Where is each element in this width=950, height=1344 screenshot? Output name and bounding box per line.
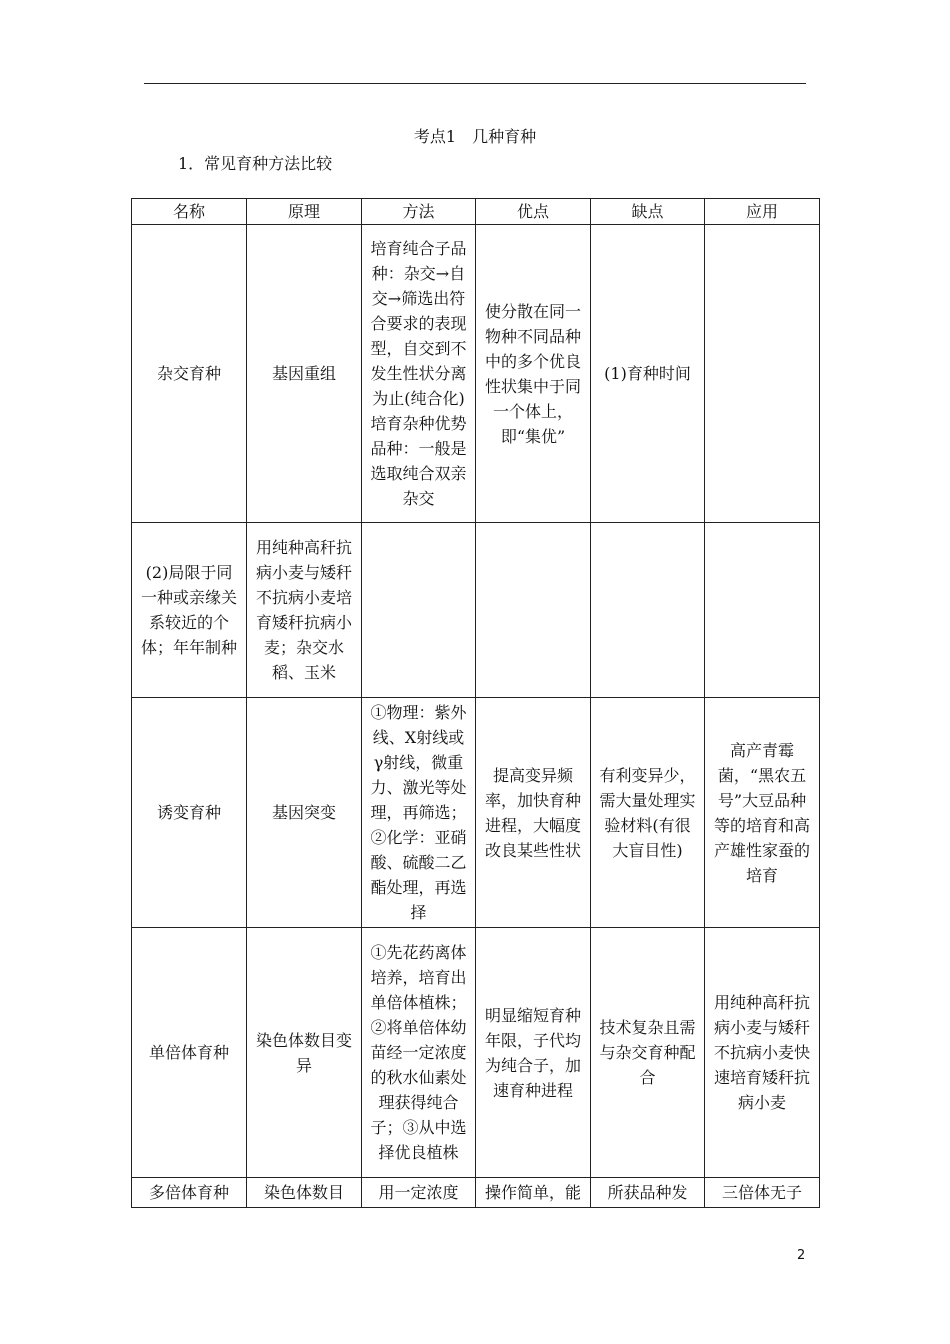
cell-method: [362, 523, 476, 698]
breeding-comparison-table: [131, 198, 820, 1208]
table-header-row: [132, 199, 820, 225]
cell-advantage: 明显缩短育种年限，子代均为纯合子，加速育种进程: [476, 928, 591, 1178]
table-row: [132, 523, 820, 698]
page-number: 2: [797, 1248, 806, 1263]
cell-application: 用纯种高秆抗病小麦与矮秆不抗病小麦快速培育矮秆抗病小麦: [705, 928, 820, 1178]
section-title: 考点1 几种育种: [413, 127, 537, 146]
header-cell-advantage: 优点: [476, 199, 591, 225]
cell-name: 多倍体育种: [132, 1178, 247, 1208]
header-cell-disadvantage: 缺点: [591, 199, 705, 225]
cell-principle: 用纯种高秆抗病小麦与矮秆不抗病小麦培育矮秆抗病小麦；杂交水稻、玉米: [247, 523, 362, 698]
cell-advantage: 操作简单，能: [476, 1178, 591, 1208]
cell-method: 培育纯合子品种：杂交→自交→筛选出符合要求的表现型，自交到不发生性状分离为止(纯合化) 培育杂种优势品种：一般是选取纯合双亲杂交: [362, 225, 476, 523]
cell-disadvantage: [591, 523, 705, 698]
cell-principle: 染色体数目变异: [247, 928, 362, 1178]
cell-principle: 基因重组: [247, 225, 362, 523]
table-row: [132, 225, 820, 523]
cell-advantage: 使分散在同一物种不同品种中的多个优良性状集中于同一个体上，即“集优”: [476, 225, 591, 523]
cell-name: 单倍体育种: [132, 928, 247, 1178]
cell-disadvantage: 所获品种发: [591, 1178, 705, 1208]
table-row: [132, 928, 820, 1178]
cell-disadvantage: 有利变异少，需大量处理实验材料(有很大盲目性): [591, 698, 705, 928]
cell-application: 三倍体无子: [705, 1178, 820, 1208]
cell-application: 高产青霉菌，“黑农五号”大豆品种等的培育和高产雄性家蚕的培育: [705, 698, 820, 928]
cell-application: [705, 523, 820, 698]
header-rule: [144, 83, 806, 84]
table-row: [132, 1178, 820, 1208]
cell-name: 杂交育种: [132, 225, 247, 523]
cell-name: 诱变育种: [132, 698, 247, 928]
cell-name: (2)局限于同一种或亲缘关系较近的个体；年年制种: [132, 523, 247, 698]
header-cell-principle: 原理: [247, 199, 362, 225]
header-cell-method: 方法: [362, 199, 476, 225]
cell-method: 用一定浓度: [362, 1178, 476, 1208]
cell-principle: 染色体数目: [247, 1178, 362, 1208]
cell-method: ①先花药离体培养，培育出单倍体植株；②将单倍体幼苗经一定浓度的秋水仙素处理获得纯合子；③从中选择优良植株: [362, 928, 476, 1178]
cell-advantage: [476, 523, 591, 698]
cell-disadvantage: (1)育种时间: [591, 225, 705, 523]
cell-disadvantage: 技术复杂且需与杂交育种配合: [591, 928, 705, 1178]
cell-method: ①物理：紫外线、X射线或γ射线，微重力、激光等处理，再筛选；②化学：亚硝酸、硫酸二乙酯处理，再选择: [362, 698, 476, 928]
header-cell-name: 名称: [132, 199, 247, 225]
header-cell-application: 应用: [705, 199, 820, 225]
cell-application: [705, 225, 820, 523]
cell-advantage: 提高变异频率，加快育种进程，大幅度改良某些性状: [476, 698, 591, 928]
table-row: [132, 698, 820, 928]
subheading: 1．常见育种方法比较: [178, 154, 333, 173]
cell-principle: 基因突变: [247, 698, 362, 928]
